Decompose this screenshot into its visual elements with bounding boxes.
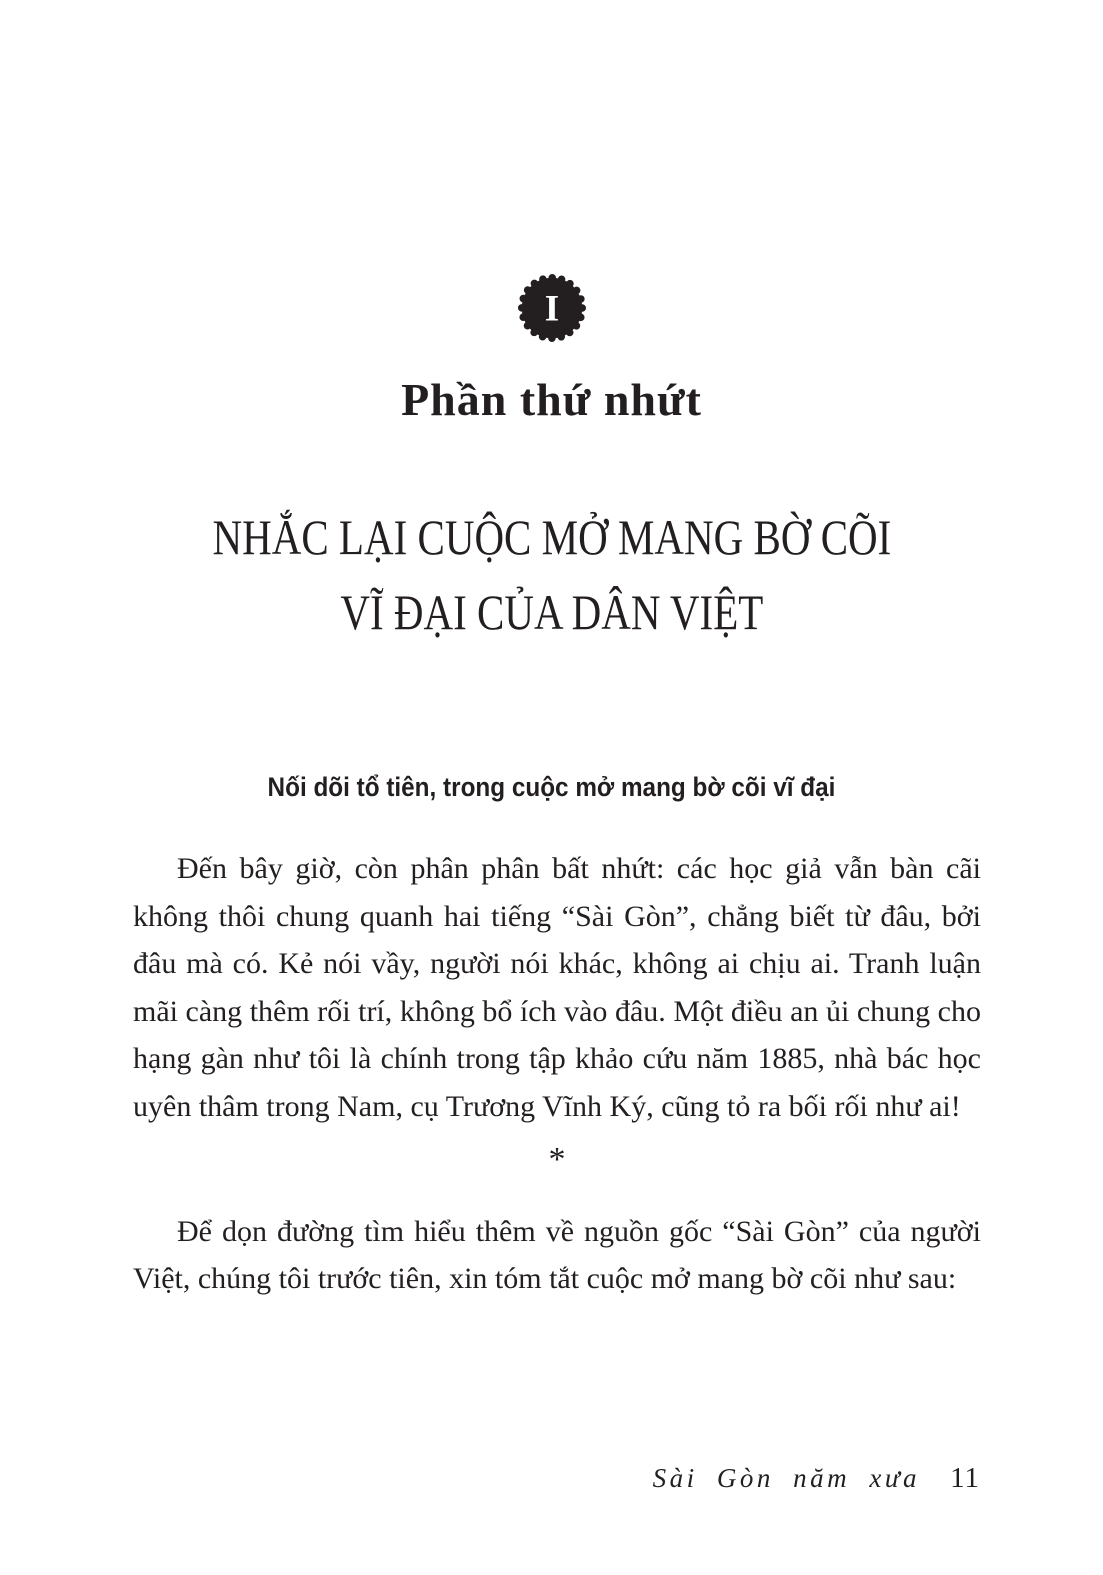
page-footer xyxy=(653,1462,980,1495)
chapter-seal-badge xyxy=(510,266,594,350)
page-number: 11 xyxy=(950,1462,980,1494)
section-heading xyxy=(0,772,1103,803)
chapter-title-line-1: NHẮC LẠI CUỘC MỞ MANG BỜ CÕI xyxy=(212,509,891,565)
running-book-title: Sài Gòn năm xưa xyxy=(652,1463,921,1493)
badge-roman-numeral: I xyxy=(544,287,559,329)
chapter-title-line-2: VĨ ĐẠI CỦA DÂN VIỆT xyxy=(340,584,763,640)
part-heading: Phần thứ nhứt xyxy=(401,374,702,425)
chapter-title xyxy=(0,500,1103,650)
body-text-block xyxy=(133,845,981,1303)
scalloped-seal-icon xyxy=(510,266,594,350)
body-paragraph-2: Để dọn đường tìm hiểu thêm về nguồn gốc “Sài Gòn” của người Việt, chúng tôi trước tiên, xin tóm tắt cuộc mở mang bờ cõi như sau: xyxy=(133,1214,981,1295)
section-heading-text: Nối dõi tổ tiên, trong cuộc mở mang bờ cõi vĩ đại xyxy=(267,772,836,802)
asterisk-separator: * xyxy=(548,1141,566,1178)
body-paragraph-1: Đến bây giờ, còn phân phân bất nhứt: các học giả vẫn bàn cãi không thôi chung quanh hai tiếng “Sài Gòn”, chẳng biết từ đâu, bởi đâu mà có. Kẻ nói vầy, người nói khác, không ai chịu ai. Tranh luận mãi càng thêm rối trí, không bổ ích vào đâu. Một điều an ủi chung cho hạng gàn như tôi là chính trong tập khảo cứu năm 1885, nhà bác học uyên thâm trong Nam, cụ Trương Vĩnh Ký, cũng tỏ ra bối rối như ai! xyxy=(133,852,981,1123)
